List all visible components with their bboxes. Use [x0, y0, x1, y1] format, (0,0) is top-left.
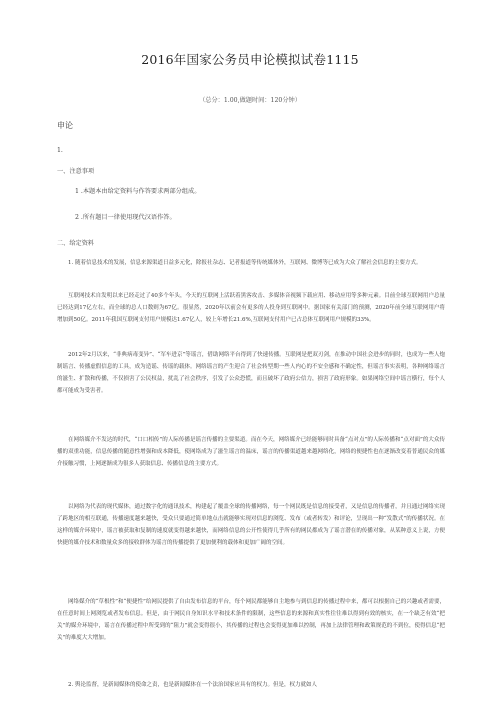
material-paragraph: 2. 舆论监督，是新闻媒体的使命之责，也是新闻媒体在一个法治国家应具有的权力。但是，权力就如人 [68, 682, 317, 688]
exam-meta: （总分：1.00,做题时间：120分钟） [199, 97, 301, 104]
material-paragraph: 互联网技术自发明以来已经走过了40多个年头，今天的互联网上活跃着黑客攻击、多媒体音视频下载应用、移动应用等多种元素。目前全球互联网用户总量已经达到17亿左右，而全球的总人口数则为67亿。很显然，2020年以前会有更多的人投身到互联网中。据国家有关部门的预测，2020年前全球互联网用户将增加到50亿。2011年我国互联网支付用户规模达1.67亿人，较上年增长21.6%,互联网支付用户已占总体互联网用户规模的33%。 [57, 293, 445, 323]
notes-heading: 一、注意事项 [57, 168, 95, 175]
material-paragraph: 2012年2月以来，“非典病毒变异”、“军车进京”等谣言，借助网络平台得到了快速传播。互联网是把双刃剑，在推动中国社会进步的同时，也成为一些人炮制谣言、传播虚假信息的工具，成为造谣、传谣的载体。网络谣言的产生迎合了社会转型期一些人内心的不安全感和不确定性，但谣言事实表明，各种网络谣言的滋生、扩散和传播，不仅损害了公民权益，扰乱了社会秩序，引发了公众恐慌，而且破坏了政府公信力，损害了政府形象。如果网络空间中谣言横行，每个人都可能成为受害者。 [57, 352, 445, 394]
material-paragraph: 网络媒介的“草根性”和“便捷性”给网民提供了自由发布信息的平台，每个网民都能够自主地参与到信息的传播过程中来，都可以根据自己的兴趣或者需要，在任意时间上网浏览或者发布信息。但是，由于网民自身知识水平和技术条件的限制，这些信息的来源和真实性往往难以得到有效的核实，在一个缺乏有效“把关”的媒介环境中，谣言在传播过程中所受到的“阻力”就会变得很小，其传播的过程也会变得更加难以控制，再加上法律管理和政策规范的不到位，使得信息“把关”的难度大大增加。 [57, 599, 445, 641]
material-paragraph: 1. 随着信息技术的发展，信息来源渠道日益多元化，除报社杂志、记者报道等传统媒体外，互联网、微博等已成为大众了解社会信息的主要方式。 [68, 260, 422, 266]
note-item: 2 .所有题目一律使用现代汉语作答。 [75, 214, 176, 221]
material-paragraph: 在网络媒介不发达的时代，“口口相传”的人际传播是谣言传播的主要渠道。而在今天，网络媒介已经能够同时具备“点对点”的人际传播和“点对面”的大众传播的双重功能，信息传播的随意性增强和成本降低，使网络成为了滋生谣言的温床，谣言的传播渠道越来越网络化，网络的便捷性也在逐渐改变着普通民众的媒介接触习惯，上网逐渐成为很多人获取信息、传播信息的主要方式。 [57, 437, 445, 467]
question-number: 1. [57, 147, 63, 154]
section-heading: 申论 [57, 121, 73, 130]
materials-heading: 二、给定资料 [57, 240, 95, 247]
note-item: 1 .本题本由给定资料与作答要求两部分组成。 [75, 188, 201, 195]
page-title: 2016年国家公务员申论模拟试卷1115 [141, 52, 359, 67]
material-paragraph: 以网络为代表的现代媒体，通过数字化的通讯技术，构建起了覆盖全球的传播网络，每一个网民既是信息的接受者，又是信息的传播者，并且通过网络实现了跨地区的相互联通，传播速度越来越快，受众只要通过简单地点击就能够实现对信息的浏览、发布（或者转发）和评论，呈现出一种“发散式”的传播状况。在这样的媒介环境中，谣言被获取和复制的速度就变得越来越快，而网络信息的公开性使得几乎所有的网民都成为了谣言潜在的传播对象，从某种意义上说，方便快捷的媒介技术和数量众多的接收群体为谣言的传播提供了更加便利的载体和更加广阔的空间。 [57, 504, 445, 546]
